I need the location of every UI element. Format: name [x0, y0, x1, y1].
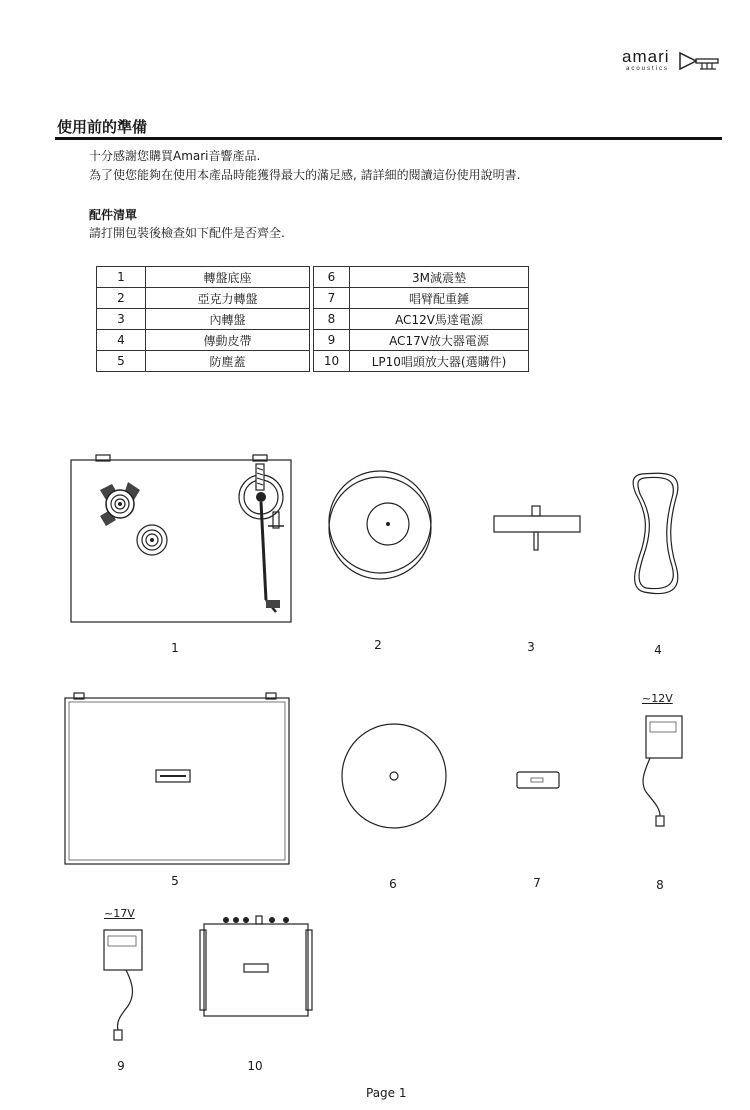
trumpet-logo-icon — [678, 47, 720, 73]
item-name: AC17V放大器電源 — [350, 330, 529, 351]
item-name: 防塵蓋 — [146, 351, 310, 372]
item-name: 亞克力轉盤 — [146, 288, 310, 309]
item-name: AC12V馬達電源 — [350, 309, 529, 330]
item-number: 3 — [97, 309, 146, 330]
item-name: 轉盤底座 — [146, 267, 310, 288]
item-number: 5 — [97, 351, 146, 372]
brand-sub: acoustics — [626, 66, 670, 72]
item-number: 2 — [97, 288, 146, 309]
item-number: 1 — [97, 267, 146, 288]
caption-3: 3 — [527, 640, 535, 654]
intro-line-1: 十分感謝您購買Amari音響產品. — [89, 149, 261, 163]
counterweight-illustration — [514, 768, 562, 792]
inner-platter-illustration — [490, 502, 584, 554]
item-number: 7 — [314, 288, 350, 309]
item-number: 9 — [314, 330, 350, 351]
brand-name: amari — [622, 47, 670, 66]
acrylic-platter-illustration — [326, 462, 436, 590]
caption-4: 4 — [654, 643, 662, 657]
accessories-instruction: 請打開包裝後檢查如下配件是否齊全. — [89, 226, 285, 240]
adapter-17v-illustration — [96, 926, 156, 1046]
intro-line-2: 為了使您能夠在使用本產品時能獲得最大的滿足感, 請詳細的閱讀這份使用說明書. — [89, 168, 521, 182]
drive-belt-illustration — [628, 470, 688, 600]
item-number: 10 — [314, 351, 350, 372]
table-row — [97, 288, 529, 309]
dust-cover-illustration — [60, 690, 294, 868]
page-number: Page 1 — [366, 1086, 407, 1100]
item-name: LP10唱頭放大器(選購件) — [350, 351, 529, 372]
caption-9: 9 — [117, 1059, 125, 1073]
item-name: 內轉盤 — [146, 309, 310, 330]
caption-7: 7 — [533, 876, 541, 890]
item-number: 8 — [314, 309, 350, 330]
volt-label-12v: ~12V — [642, 692, 673, 705]
item-number: 6 — [314, 267, 350, 288]
item-name: 3M減震墊 — [350, 267, 529, 288]
caption-6: 6 — [389, 877, 397, 891]
caption-2: 2 — [374, 638, 382, 652]
title-rule — [55, 137, 722, 140]
item-name: 唱臂配重錘 — [350, 288, 529, 309]
caption-10: 10 — [247, 1059, 263, 1073]
item-number: 4 — [97, 330, 146, 351]
phono-amplifier-illustration — [198, 912, 314, 1024]
turntable-base-illustration — [68, 452, 294, 626]
adapter-12v-illustration — [630, 712, 690, 832]
caption-1: 1 — [171, 641, 179, 655]
caption-8: 8 — [656, 878, 664, 892]
table-row — [97, 330, 529, 351]
volt-label-17v: ~17V — [104, 907, 135, 920]
damping-pad-illustration — [338, 720, 450, 832]
accessories-table — [96, 266, 529, 372]
brand-logo — [622, 47, 722, 77]
table-row — [97, 351, 529, 372]
accessories-title: 配件清單 — [89, 208, 138, 222]
table-row — [97, 309, 529, 330]
table-row — [97, 267, 529, 288]
section-title: 使用前的準備 — [57, 118, 148, 136]
caption-5: 5 — [171, 874, 179, 888]
item-name: 傳動皮帶 — [146, 330, 310, 351]
